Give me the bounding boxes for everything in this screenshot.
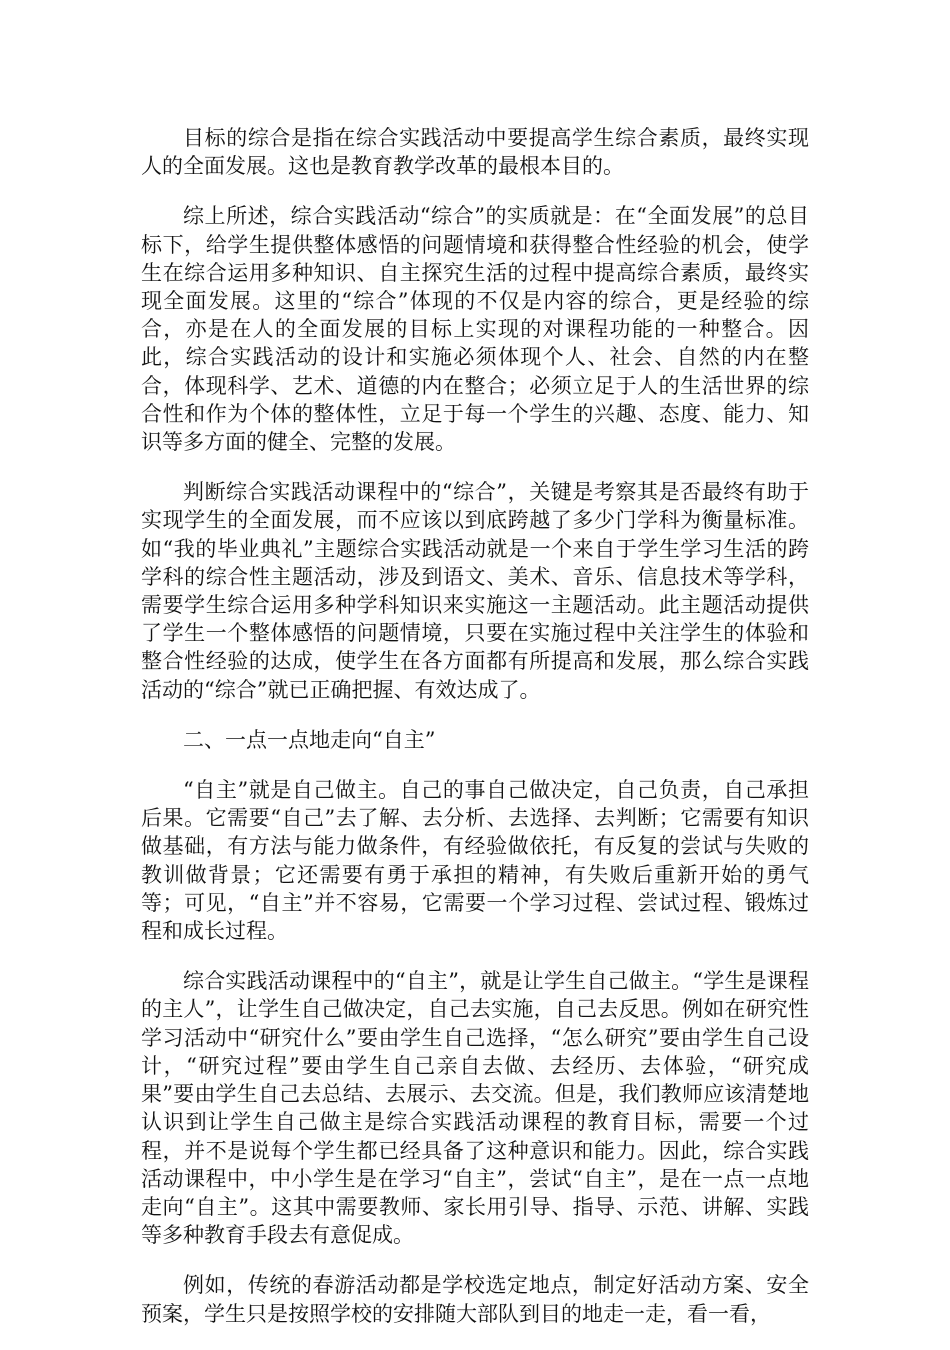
document-page [141, 124, 809, 1350]
paragraph-judging-comprehensive: 判断综合实践活动课程中的“综合”，关键是考察其是否最终有助于实现学生的全面发展，而不应该以到底跨越了多少门学科为衡量标准。如“我的毕业典礼”主题综合实践活动就是一个来自于学生学习生活的跨学科的综合性主题活动，涉及到语文、美术、音乐、信息技术等学科，需要学生综合运用多种学科知识来实施这一主题活动。此主题活动提供了学生一个整体感悟的问题情境，只要在实施过程中关注学生的体验和整合性经验的达成，使学生在各方面都有所提高和发展，那么综合实践活动的“综合”就已正确把握、有效达成了。 [141, 480, 809, 702]
section-heading-autonomy: 二、一点一点地走向“自主” [183, 727, 436, 752]
paragraph-comprehensive-goal: 目标的综合是指在综合实践活动中要提高学生综合素质，最终实现人的全面发展。这也是教育教学改革的最根本目的。 [141, 126, 809, 179]
paragraph-spring-outing-example: 例如，传统的春游活动都是学校选定地点，制定好活动方案、安全预案，学生只是按照学校的安排随大部队到目的地走一走，看一看， [141, 1273, 809, 1326]
paragraph-autonomy-in-curriculum: 综合实践活动课程中的“自主”，就是让学生自己做主。“学生是课程的主人”，让学生自己做决定，自己去实施，自己去反思。例如在研究性学习活动中“研究什么”要由学生自己选择，“怎么研究”要由学生自己设计，“研究过程”要由学生自己亲自去做、去经历、去体验，“研究成果”要由学生自己去总结、去展示、去交流。但是，我们教师应该清楚地认识到让学生自己做主是综合实践活动课程的教育目标，需要一个过程，并不是说每个学生都已经具备了这种意识和能力。因此，综合实践活动课程中，中小学生是在学习“自主”，尝试“自主”，是在一点一点地走向“自主”。这其中需要教师、家长用引导、指导、示范、讲解、实践等多种教育手段去有意促成。 [141, 969, 809, 1248]
paragraph-autonomy-definition: “自主”就是自己做主。自己的事自己做决定，自己负责，自己承担后果。它需要“自己”去了解、去分析、去选择、去判断；它需要有知识做基础，有方法与能力做条件，有经验做依托，有反复的尝试与失败的教训做背景；它还需要有勇于承担的精神，有失败后重新开始的勇气等；可见，“自主”并不容易，它需要一个学习过程、尝试过程、锻炼过程和成长过程。 [141, 778, 809, 944]
paragraph-summary-comprehensive: 综上所述，综合实践活动“综合”的实质就是：在“全面发展”的总目标下，给学生提供整体感悟的问题情境和获得整合性经验的机会，使学生在综合运用多种知识、自主探究生活的过程中提高综合素质，最终实现全面发展。这里的“综合”体现的不仅是内容的综合，更是经验的综合，亦是在人的全面发展的目标上实现的对课程功能的一种整合。因此，综合实践活动的设计和实施必须体现个人、社会、自然的内在整合，体现科学、艺术、道德的内在整合；必须立足于人的生活世界的综合性和作为个体的整体性，立足于每一个学生的兴趣、态度、能力、知识等多方面的健全、完整的发展。 [141, 204, 809, 455]
